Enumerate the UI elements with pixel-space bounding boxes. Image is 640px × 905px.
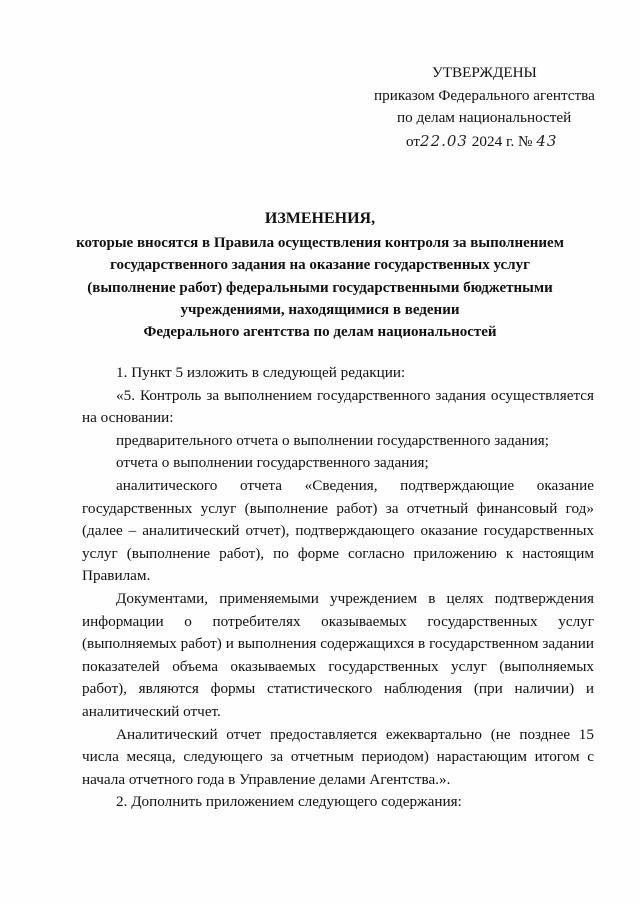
document-body: [82, 362, 594, 814]
paragraph-preliminary-report: предварительного отчета о выполнении государственного задания;: [116, 431, 549, 449]
handwritten-number: 43: [536, 131, 558, 150]
approval-title: УТВЕРЖДЕНЫ: [432, 64, 537, 81]
document-heading: [70, 208, 570, 343]
heading-line: (выполнение работ) федеральными государственными бюджетными: [87, 279, 553, 296]
paragraph-item-1: 1. Пункт 5 изложить в следующей редакции:: [116, 364, 406, 381]
date-prefix: от: [406, 132, 421, 150]
approval-order-line: приказом Федерального агентства: [374, 86, 595, 104]
approval-agency-line: по делам национальностей: [397, 109, 572, 126]
approval-date-line: [360, 130, 610, 154]
paragraph-item-2: 2. Дополнить приложением следующего содержания:: [116, 793, 462, 811]
heading-line: учреждениями, находящимися в ведении: [180, 301, 460, 318]
heading-line: которые вносятся в Правила осуществления контроля за выполнением: [76, 235, 564, 252]
heading-title: ИЗМЕНЕНИЯ,: [264, 210, 376, 227]
paragraph-quarterly: Аналитический отчет предоставляется ежеквартально (не позднее 15 числа месяца, следующего за отчетным периодом) нарастающим итогом с начала отчетного года в Управление делами Агентства.».: [82, 725, 594, 788]
date-suffix: 2024 г. №: [471, 132, 533, 150]
paragraph-report: отчета о выполнении государственного задания;: [116, 454, 429, 472]
heading-line: Федерального агентства по делам национальностей: [143, 324, 497, 341]
heading-line: государственного задания на оказание государственных услуг: [110, 257, 530, 274]
paragraph-documents: Документами, применяемыми учреждением в целях подтверждения информации о потребителях оказываемых государственных услуг (выполняемых работ) и выполнения содержащихся в государственном задании показателей объема оказываемых государственных услуг (выполняемых работ), являются формы статистического наблюдения (при наличии) и аналитический отчет.: [82, 589, 594, 720]
paragraph-quote-start: «5. Контроль за выполнением государственного задания осуществляется на основании:: [82, 386, 594, 427]
approval-block: [360, 62, 610, 153]
paragraph-analytic-report: аналитического отчета «Сведения, подтверждающие оказание государственных услуг (выполнение работ) за отчетный финансовый год» (далее – аналитический отчет), подтверждающего оказание государственных услуг (выполнение работ), по форме согласно приложению к настоящим Правилам.: [82, 476, 594, 585]
handwritten-date: 22.03: [420, 131, 468, 150]
